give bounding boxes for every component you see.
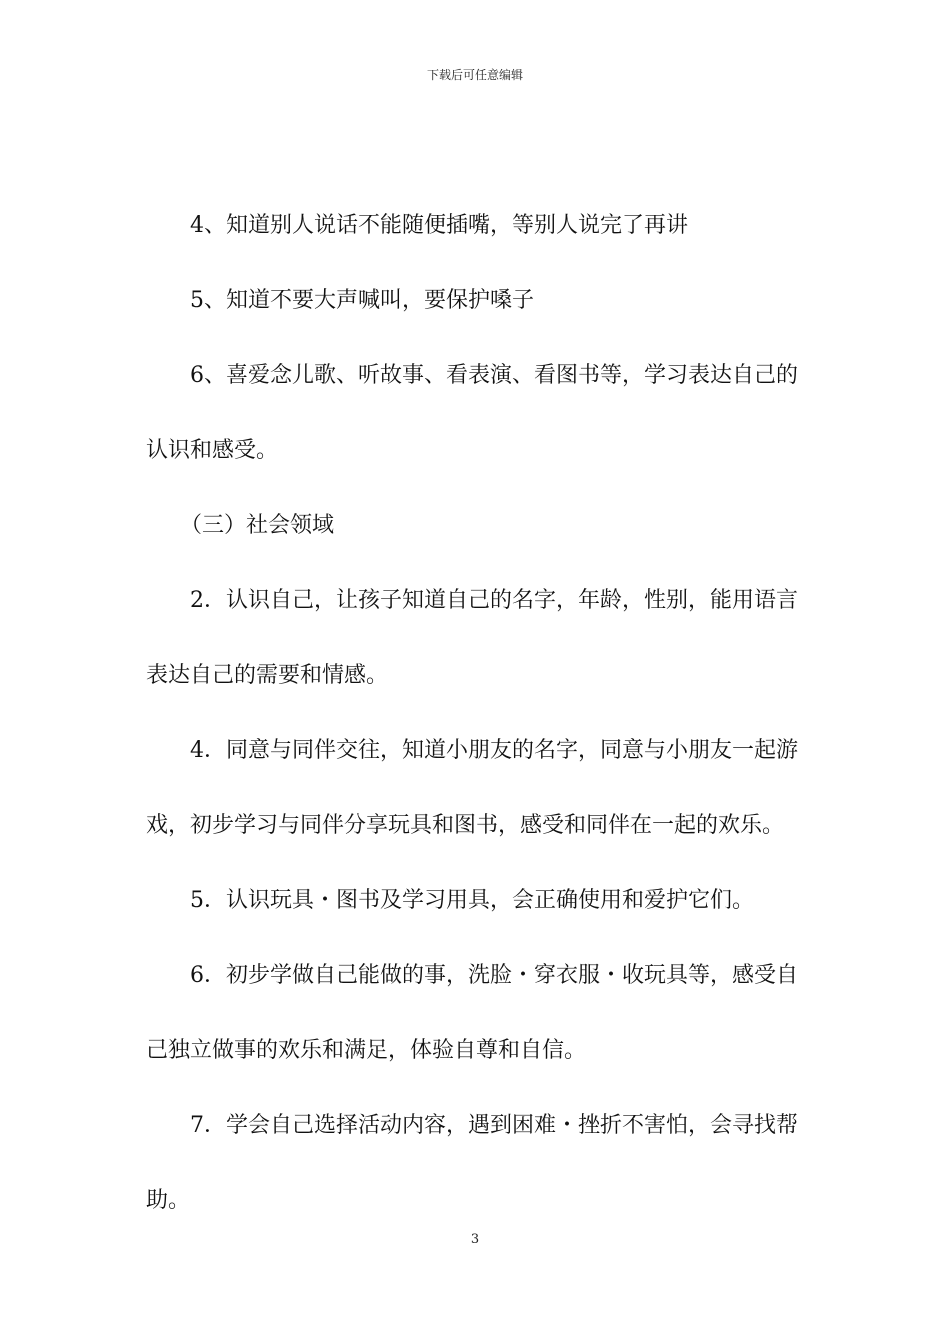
paragraph-line: 4．同意与同伴交往，知道小朋友的名字，同意与小朋友一起游 bbox=[190, 738, 798, 763]
page-header: 下载后可任意编辑 bbox=[426, 68, 523, 82]
paragraph-line: 6．初步学做自己能做的事，洗脸・穿衣服・收玩具等，感受自 bbox=[190, 963, 798, 988]
paragraph-line: 助。 bbox=[146, 1188, 191, 1213]
page-number: 3 bbox=[470, 1232, 480, 1247]
paragraph-line: 己独立做事的欢乐和满足，体验自尊和自信。 bbox=[146, 1038, 587, 1063]
paragraph-line: 2．认识自己，让孩子知道自己的名字，年龄，性别，能用语言 bbox=[190, 588, 798, 613]
paragraph-line: 6、喜爱念儿歌、听故事、看表演、看图书等，学习表达自己的 bbox=[190, 363, 798, 388]
paragraph-line: 表达自己的需要和情感。 bbox=[146, 663, 389, 688]
paragraph-line: 戏，初步学习与同伴分享玩具和图书，感受和同伴在一起的欢乐。 bbox=[146, 813, 785, 838]
paragraph-line: 4、知道别人说话不能随便插嘴，等别人说完了再讲 bbox=[190, 213, 688, 238]
paragraph-line: 5、知道不要大声喊叫，要保护嗓子 bbox=[190, 288, 534, 313]
section-heading: （三）社会领域 bbox=[180, 513, 335, 538]
paragraph-line: 认识和感受。 bbox=[146, 438, 279, 463]
paragraph-line: 5．认识玩具・图书及学习用具，会正确使用和爱护它们。 bbox=[190, 888, 754, 913]
paragraph-line: 7．学会自己选择活动内容，遇到困难・挫折不害怕，会寻找帮 bbox=[190, 1113, 798, 1138]
